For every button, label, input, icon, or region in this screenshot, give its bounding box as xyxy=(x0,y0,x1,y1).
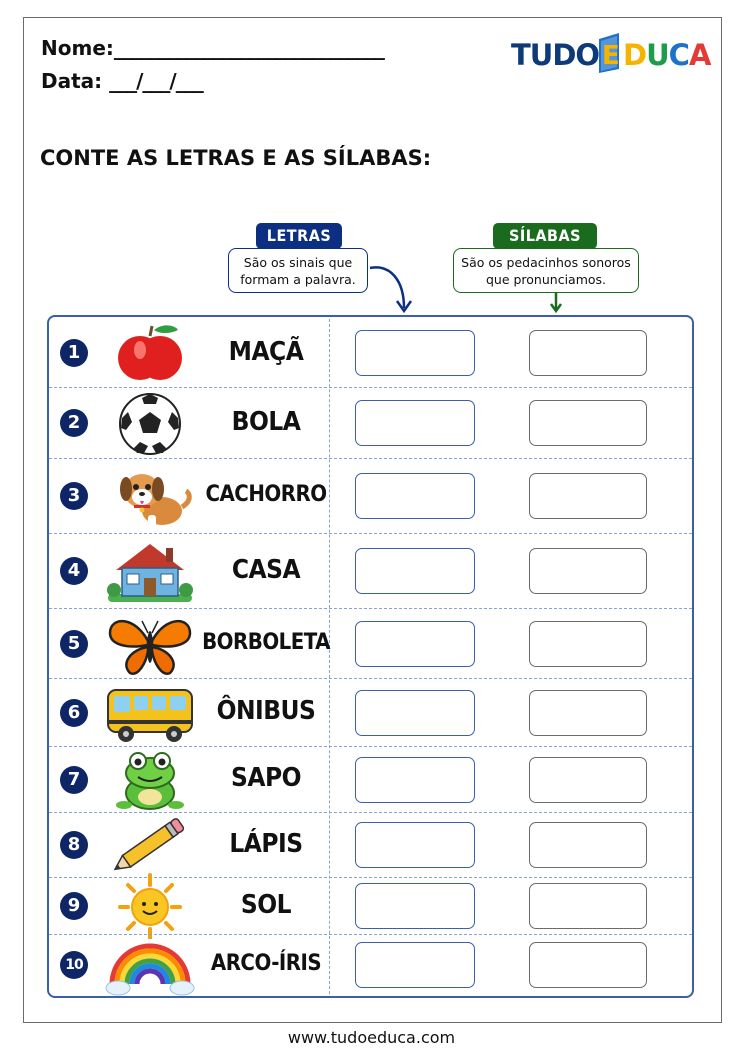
soccer-ball-icon xyxy=(104,390,196,456)
letras-arrow-icon xyxy=(368,258,418,316)
row-separator xyxy=(49,533,692,534)
syllables-answer-box[interactable] xyxy=(529,400,647,446)
logo-letter-d: D xyxy=(623,38,647,72)
letters-answer-box[interactable] xyxy=(355,690,475,736)
letters-answer-box[interactable] xyxy=(355,400,475,446)
row-word: ÔNIBUS xyxy=(216,696,316,727)
row-number-badge: 7 xyxy=(60,766,88,794)
syllables-answer-box[interactable] xyxy=(529,883,647,929)
logo-letter-c: C xyxy=(668,38,689,72)
tudoeduca-logo xyxy=(511,34,721,80)
date-field[interactable] xyxy=(41,69,203,93)
row-separator xyxy=(49,387,692,388)
silabas-hint-line1: São os pedacinhos sonoros xyxy=(461,255,631,270)
syllables-answer-box[interactable] xyxy=(529,690,647,736)
footer-url[interactable]: www.tudoeduca.com xyxy=(287,1028,456,1047)
frog-icon xyxy=(104,747,196,813)
row-word: LÁPIS xyxy=(229,828,303,859)
row-word: CACHORRO xyxy=(205,482,327,508)
letras-hint-line1: São os sinais que xyxy=(243,255,353,270)
row-word: ARCO-ÍRIS xyxy=(210,950,322,976)
row-word: BORBOLETA xyxy=(202,629,330,655)
syllables-answer-box[interactable] xyxy=(529,757,647,803)
letters-answer-box[interactable] xyxy=(355,822,475,868)
syllables-answer-box[interactable] xyxy=(529,548,647,594)
name-line: ______________________________ xyxy=(113,36,384,60)
row-number-badge: 1 xyxy=(60,339,88,367)
syllables-answer-box[interactable] xyxy=(529,942,647,988)
row-word: CASA xyxy=(231,554,301,585)
row-word: SAPO xyxy=(231,763,301,794)
date-label: Data: xyxy=(41,69,103,93)
silabas-hint xyxy=(453,248,639,293)
row-word: BOLA xyxy=(231,406,301,437)
row-number-badge: 4 xyxy=(60,557,88,585)
row-number-badge: 10 xyxy=(60,951,88,979)
name-field[interactable] xyxy=(41,36,384,60)
name-label: Nome: xyxy=(41,36,114,60)
row-number-badge: 8 xyxy=(60,831,88,859)
letters-answer-box[interactable] xyxy=(355,757,475,803)
letters-answer-box[interactable] xyxy=(355,548,475,594)
letras-tag: LETRAS xyxy=(256,223,342,249)
row-number-badge: 6 xyxy=(60,699,88,727)
logo-letter-u: U xyxy=(646,38,669,72)
row-word: MAÇÃ xyxy=(228,336,304,367)
row-number-badge: 2 xyxy=(60,409,88,437)
logo-e-book-icon xyxy=(595,31,625,75)
silabas-arrow-icon xyxy=(548,292,564,314)
letters-answer-box[interactable] xyxy=(355,473,475,519)
row-number-badge: 9 xyxy=(60,892,88,920)
house-icon xyxy=(104,538,196,604)
pencil-icon xyxy=(104,812,196,878)
silabas-hint-line2: que pronunciamos. xyxy=(485,272,607,287)
letras-hint-line2: formam a palavra. xyxy=(240,272,356,287)
letters-answer-box[interactable] xyxy=(355,942,475,988)
sun-icon xyxy=(104,873,196,939)
row-separator xyxy=(49,458,692,459)
apple-icon xyxy=(104,320,196,386)
silabas-tag: SÍLABAS xyxy=(493,223,597,249)
row-number-badge: 3 xyxy=(60,482,88,510)
instruction-title: CONTE AS LETRAS E AS SÍLABAS: xyxy=(40,146,432,170)
row-separator xyxy=(49,608,692,609)
syllables-answer-box[interactable] xyxy=(529,473,647,519)
rainbow-icon xyxy=(104,932,196,998)
bus-icon xyxy=(104,680,196,746)
logo-tudo-text: TUDO xyxy=(511,38,600,72)
row-number-badge: 5 xyxy=(60,630,88,658)
letras-hint xyxy=(228,248,368,293)
row-word: SOL xyxy=(240,889,292,920)
syllables-answer-box[interactable] xyxy=(529,330,647,376)
dog-icon xyxy=(104,463,196,529)
date-line: ___/___/___ xyxy=(109,69,203,93)
logo-letter-a: A xyxy=(688,38,711,72)
logo-duca-text xyxy=(623,38,710,72)
letters-answer-box[interactable] xyxy=(355,330,475,376)
letters-answer-box[interactable] xyxy=(355,883,475,929)
logo-e-letter: E xyxy=(602,41,620,71)
butterfly-icon xyxy=(104,611,196,677)
letters-answer-box[interactable] xyxy=(355,621,475,667)
syllables-answer-box[interactable] xyxy=(529,621,647,667)
syllables-answer-box[interactable] xyxy=(529,822,647,868)
